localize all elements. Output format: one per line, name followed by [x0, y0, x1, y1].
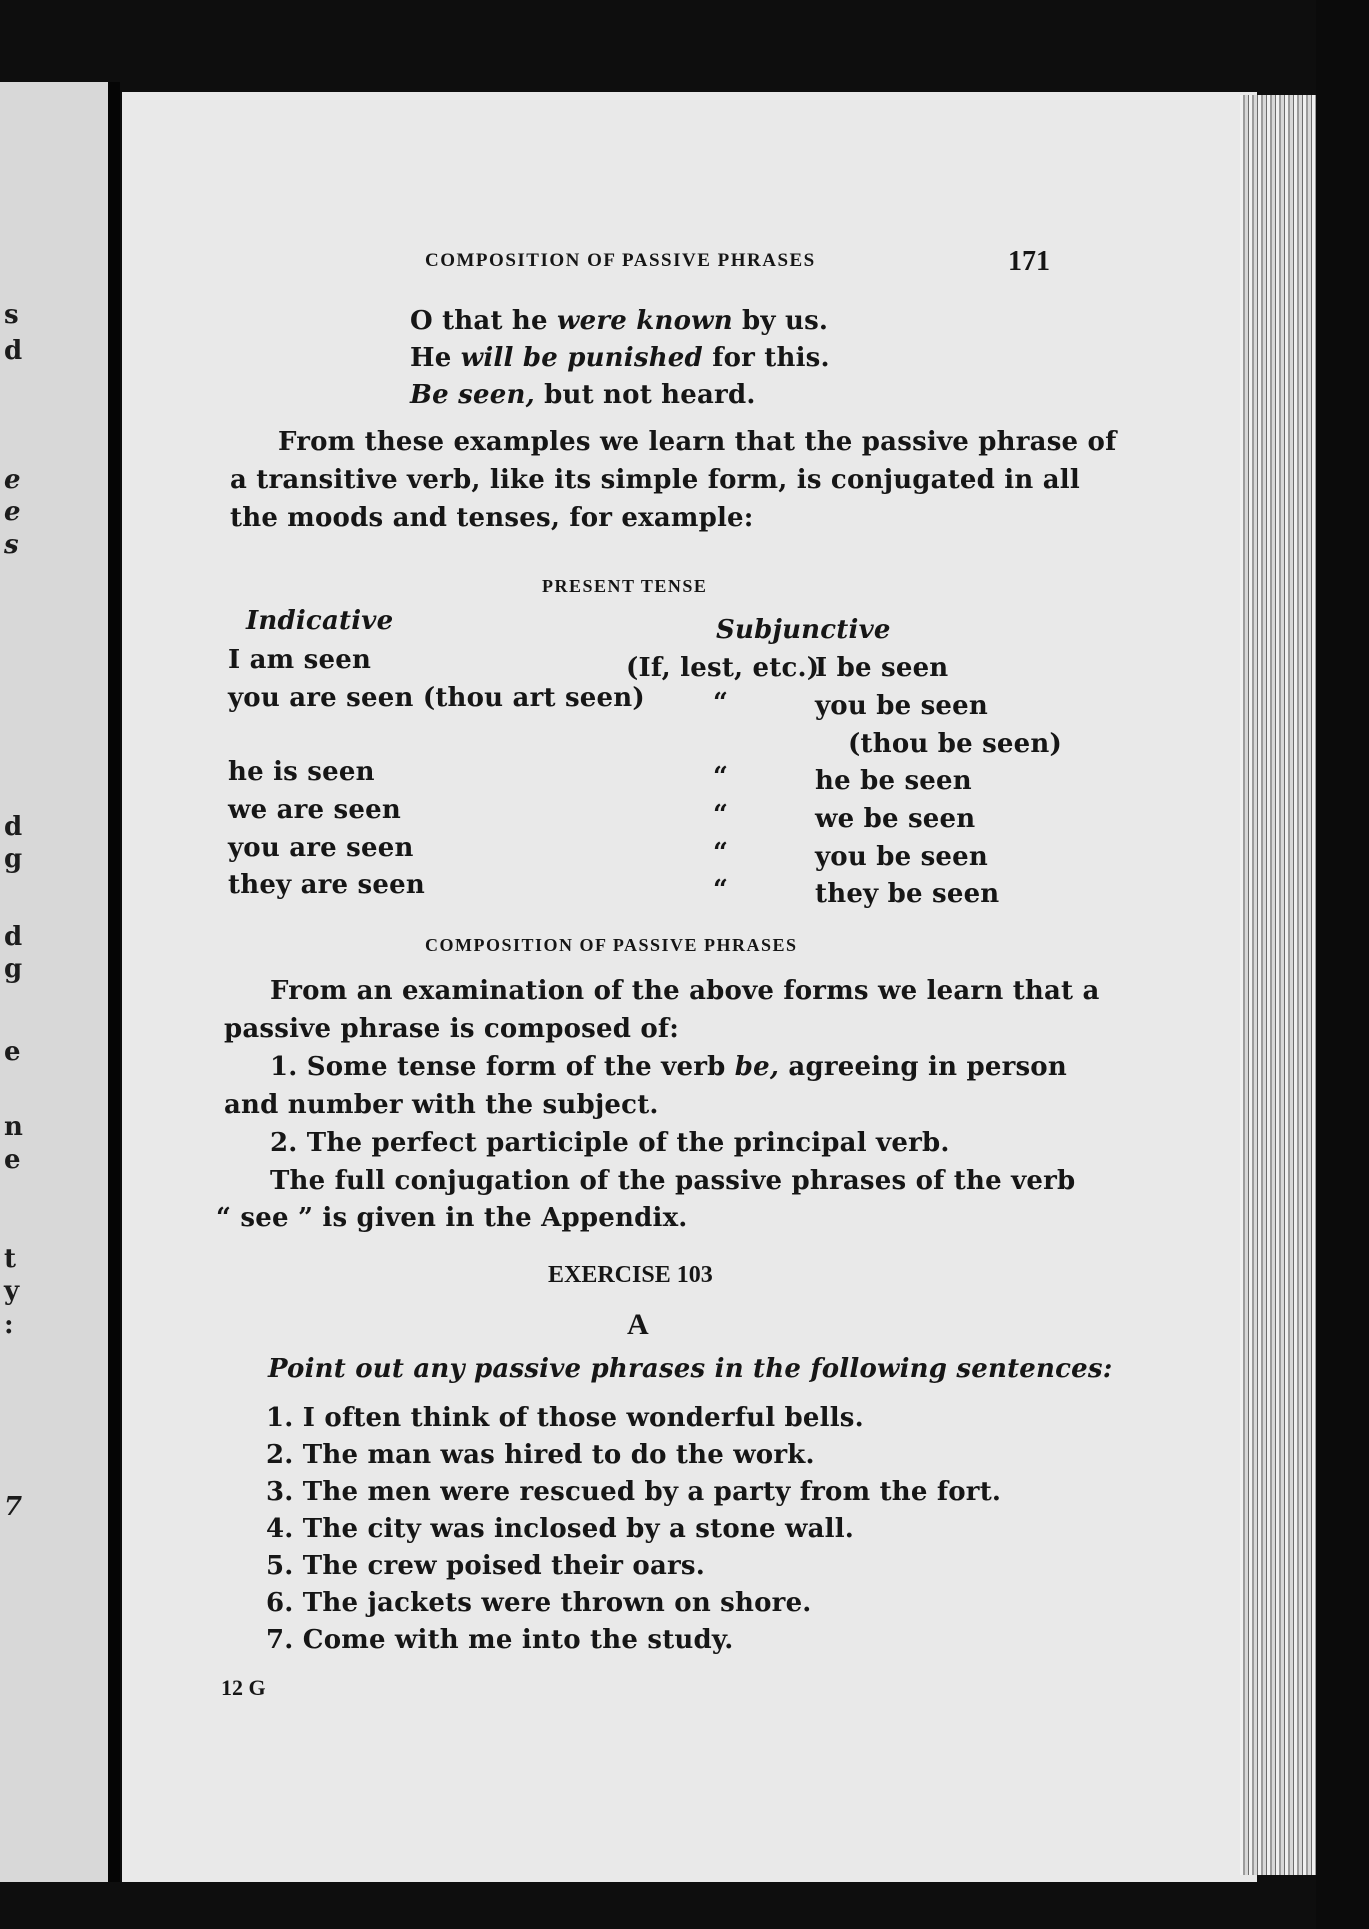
left-page-fragment: :: [4, 1310, 14, 1340]
left-page-fragment: n: [4, 1112, 23, 1142]
paragraph-line: the moods and tenses, for example:: [230, 503, 754, 533]
left-page-fragment: d: [4, 922, 23, 952]
running-header: COMPOSITION OF PASSIVE PHRASES: [425, 250, 816, 271]
conjugation-indicative: they are seen: [228, 870, 425, 900]
ditto-mark: “: [713, 838, 729, 868]
left-page-fragment: e: [4, 1145, 21, 1175]
left-page-fragment: d: [4, 812, 23, 842]
conjugation-indicative: I am seen: [228, 645, 372, 675]
column-header: Indicative: [246, 606, 394, 636]
conjugation-indicative: he is seen: [228, 757, 375, 787]
page-number: 171: [1008, 246, 1050, 277]
left-page-fragment: g: [4, 844, 23, 874]
left-page-fragment: e: [4, 465, 21, 495]
conjugation-subjunctive: I be seen: [815, 653, 949, 683]
signature-mark: 12 G: [221, 1675, 266, 1700]
section-heading: COMPOSITION OF PASSIVE PHRASES: [425, 935, 798, 955]
scan-border: [1316, 0, 1369, 1929]
ditto-mark: “: [713, 875, 729, 905]
conjugation-subjunctive: they be seen: [815, 879, 1000, 909]
exercise-section-letter: A: [627, 1308, 649, 1341]
conjugation-subjunctive: you be seen: [815, 691, 989, 721]
example-line: O that he were known by us.: [410, 306, 829, 336]
exercise-item: 2. The man was hired to do the work.: [266, 1440, 815, 1470]
conjugation-subjunctive: he be seen: [815, 766, 972, 796]
left-page-fragment: e: [4, 497, 21, 527]
exercise-item: 3. The men were rescued by a party from the fort.: [266, 1477, 1002, 1507]
column-header: Subjunctive: [716, 615, 891, 645]
example-line: He will be punished for this.: [410, 343, 830, 373]
ditto-mark: “: [713, 800, 729, 830]
left-page-fragment: y: [4, 1276, 20, 1306]
paragraph-line: 1. Some tense form of the verb be, agreeing in person: [270, 1052, 1067, 1082]
paragraph-line: passive phrase is composed of:: [224, 1014, 680, 1044]
paragraph-line: From these examples we learn that the passive phrase of: [278, 427, 1117, 457]
left-page-fragment: t: [4, 1244, 17, 1274]
exercise-item: 6. The jackets were thrown on shore.: [266, 1588, 812, 1618]
left-page-fragment: s: [4, 530, 19, 560]
ditto-mark: “: [713, 762, 729, 792]
paragraph-line: “ see ” is given in the Appendix.: [216, 1203, 688, 1233]
left-page-edge: [0, 82, 120, 1882]
conjugation-indicative: we are seen: [228, 795, 401, 825]
left-page-fragment: 7: [4, 1492, 23, 1522]
conjugation-indicative: you are seen (thou art seen): [228, 683, 645, 713]
page-edges: [1240, 95, 1316, 1875]
paragraph-line: a transitive verb, like its simple form, is conjugated in all: [230, 465, 1080, 495]
exercise-item: 1. I often think of those wonderful bells.: [266, 1403, 864, 1433]
section-heading: PRESENT TENSE: [542, 576, 708, 596]
left-page-fragment: g: [4, 954, 23, 984]
paragraph-line: From an examination of the above forms we learn that a: [270, 976, 1100, 1006]
conjugation-subjunctive: we be seen: [815, 804, 976, 834]
conjugation-subjunctive: (thou be seen): [848, 729, 1063, 759]
paragraph-line: and number with the subject.: [224, 1090, 659, 1120]
paragraph-line: 2. The perfect participle of the principal verb.: [270, 1128, 950, 1158]
paragraph-line: The full conjugation of the passive phrases of the verb: [270, 1166, 1076, 1196]
left-page-fragment: e: [4, 1037, 21, 1067]
conjugation-indicative: you are seen: [228, 833, 414, 863]
exercise-title: EXERCISE 103: [548, 1262, 713, 1288]
exercise-item: 5. The crew poised their oars.: [266, 1551, 706, 1581]
example-line: Be seen, but not heard.: [410, 380, 756, 410]
exercise-instruction: Point out any passive phrases in the following sentences:: [268, 1354, 1113, 1384]
conjugation-subjunctive: you be seen: [815, 842, 989, 872]
exercise-item: 4. The city was inclosed by a stone wall.: [266, 1514, 855, 1544]
conjugation-if-lest: (If, lest, etc.): [626, 653, 820, 683]
left-page-fragment: d: [4, 336, 23, 366]
ditto-mark: “: [713, 688, 729, 718]
left-page-fragment: s: [4, 300, 19, 330]
exercise-item: 7. Come with me into the study.: [266, 1625, 734, 1655]
